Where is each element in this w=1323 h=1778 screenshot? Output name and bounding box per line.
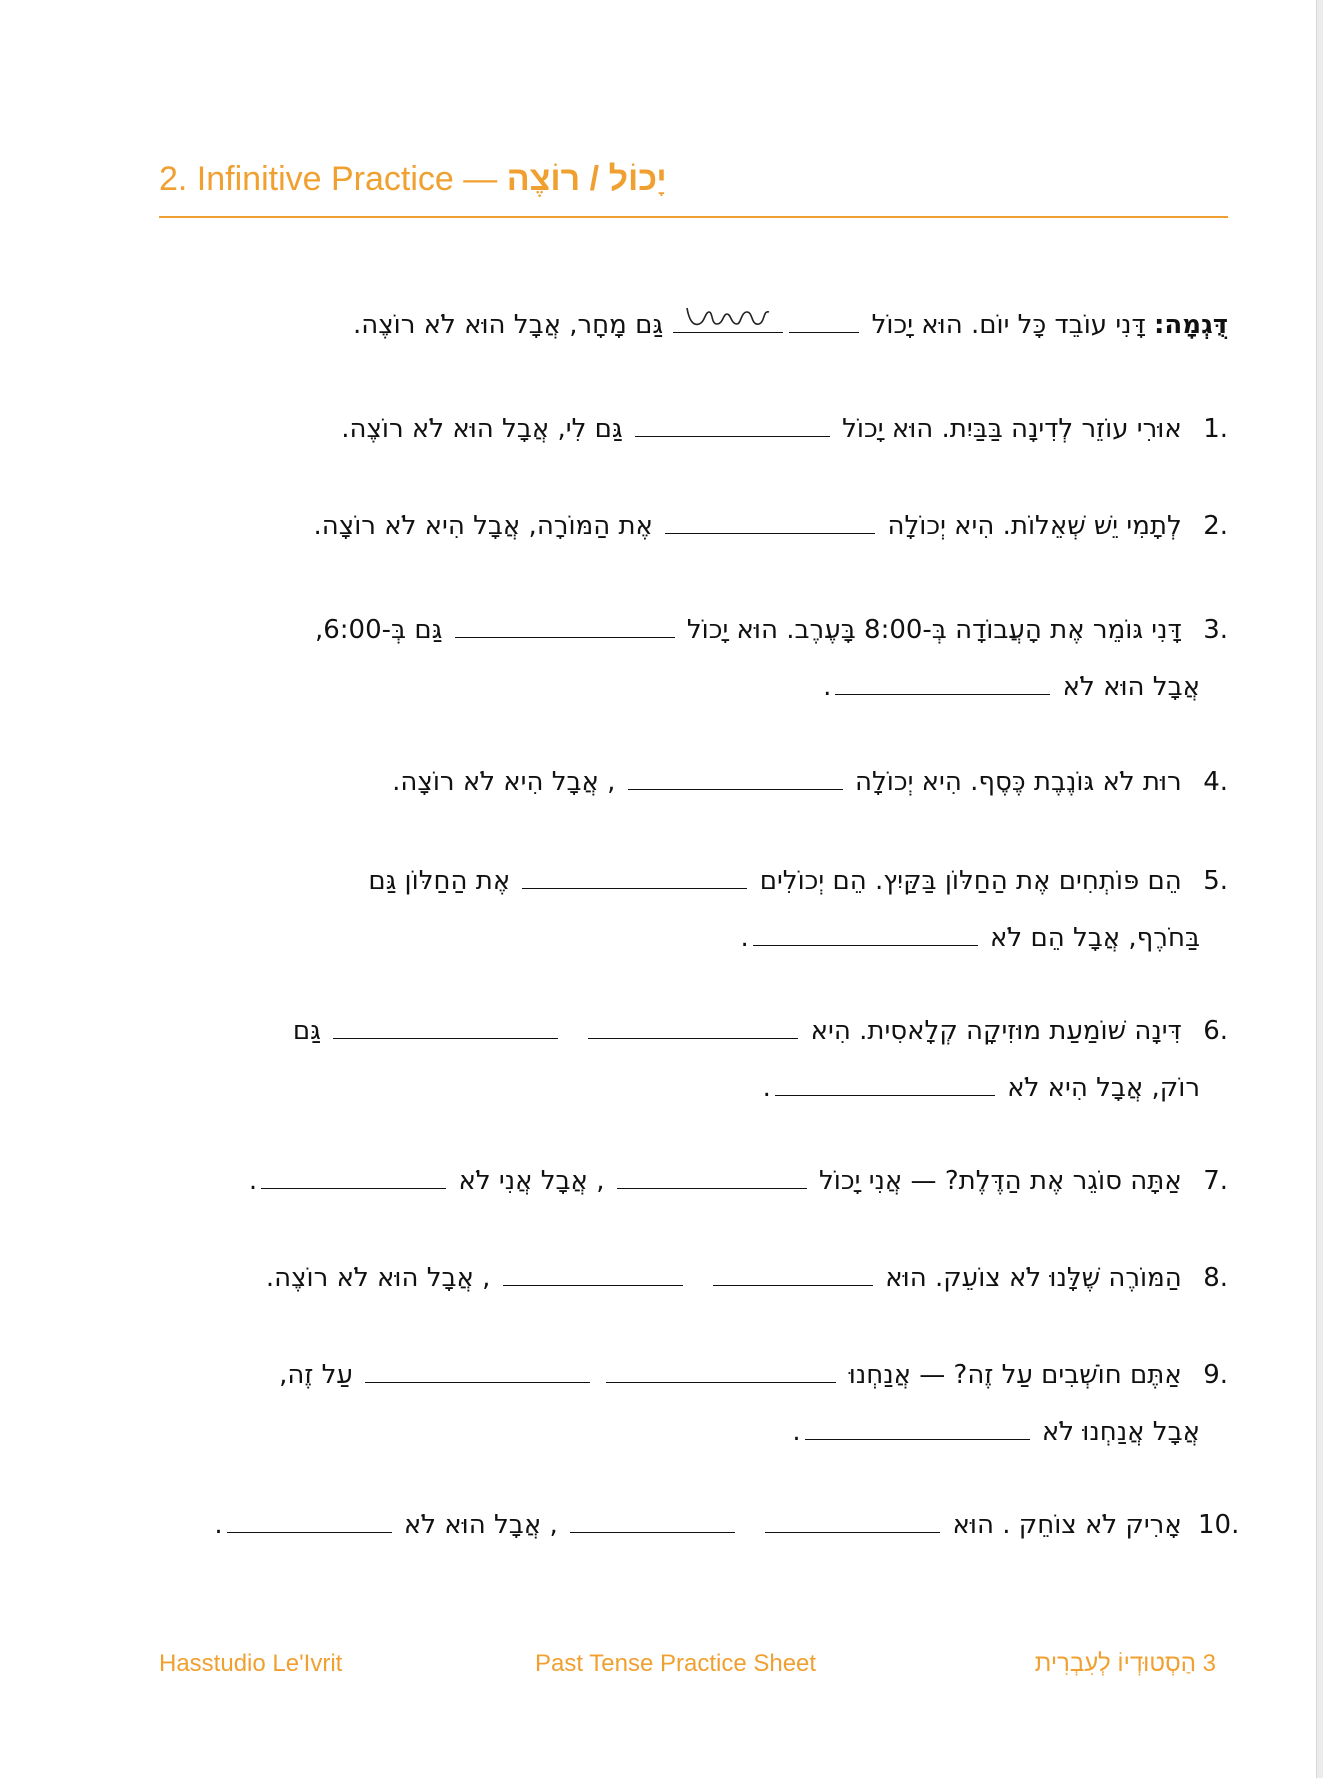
example-text-1: דָּנִי עוֹבֵד כָּל יוֹם. הוּא יָכוֹל <box>871 310 1146 340</box>
answer-blank[interactable] <box>835 672 1050 695</box>
item-text-mid: , אֲבָל הוּא לֹא <box>403 1510 558 1540</box>
item-period: . <box>740 923 749 953</box>
item-period: . <box>762 1073 771 1103</box>
item-text: אֲבָל אֲנַחְנוּ לֹא <box>1041 1417 1200 1447</box>
footer-hebrew-brand: הַסְטוּדְיוֹ לְעִבְרִית <box>1034 1650 1196 1677</box>
item-text-end: אֶת הַמּוֹרָה, אֲבָל הִיא לֹא רוֹצָה. <box>313 511 653 541</box>
answer-blank[interactable] <box>765 1510 940 1533</box>
item-period: . <box>248 1166 258 1196</box>
item-text: הַמּוֹרֶה שֶׁלָּנוּ לֹא צוֹעֵק. הוּא <box>885 1263 1182 1293</box>
exercise-item-3-continued <box>823 670 1200 704</box>
item-number: 10. <box>1198 1510 1240 1540</box>
item-number: 3. <box>1203 615 1228 645</box>
exercise-item-9-continued <box>792 1415 1200 1449</box>
item-text-end: גַּם לִי, אֲבָל הוּא לֹא רוֹצֶה. <box>341 414 623 444</box>
item-number: 5. <box>1203 866 1228 896</box>
answer-blank[interactable] <box>570 1510 735 1533</box>
exercise-item-2 <box>314 509 1228 543</box>
answer-blank[interactable] <box>805 1417 1030 1440</box>
item-text: רוֹק, אֲבָל הִיא לֹא <box>1007 1073 1200 1103</box>
example-text-2: גַּם מָחָר, אֲבָל הוּא לֹא רוֹצֶה. <box>352 310 664 340</box>
answer-blank[interactable] <box>789 310 859 333</box>
item-text: הֵם פּוֹתְחִים אֶת הַחַלּוֹן בַּקַּיִץ. הֵם יְכוֹלִים <box>759 866 1182 896</box>
footer-brand: Hasstudio Le'Ivrit <box>159 1650 343 1677</box>
exercise-item-7 <box>249 1164 1228 1198</box>
item-text: דָּנִי גּוֹמֵר אֶת הָעֲבוֹדָה בְּ-8:00 בָּעֶרֶב. הוּא יָכוֹל <box>686 615 1182 645</box>
answer-blank[interactable] <box>503 1263 683 1286</box>
answer-blank[interactable] <box>665 511 875 534</box>
item-text-end: , אֲבָל הִיא לֹא רוֹצָה. <box>392 767 616 797</box>
answer-blank[interactable] <box>713 1263 873 1286</box>
handwritten-answer <box>673 300 783 333</box>
exercise-item-6 <box>293 1014 1228 1048</box>
answer-blank[interactable] <box>455 615 675 638</box>
answer-blank[interactable] <box>753 923 978 946</box>
answer-blank[interactable] <box>617 1166 807 1189</box>
exercise-item-4 <box>392 765 1228 799</box>
answer-blank[interactable] <box>261 1166 446 1189</box>
item-text: אוּרִי עוֹזֵר לְדִינָה בַּבַּיִת. הוּא יָכוֹל <box>842 414 1182 444</box>
item-number: 8. <box>1203 1263 1228 1293</box>
item-text: אֲבָל הוּא לֹא <box>1062 672 1200 702</box>
item-number: 4. <box>1203 767 1228 797</box>
answer-blank[interactable] <box>365 1360 590 1383</box>
item-text: רוּת לֹא גּוֹנֶבֶת כֶּסֶף. הִיא יְכוֹלָה <box>854 767 1182 797</box>
item-text: אַתֶּם חוֹשְׁבִים עַל זֶה? — אֲנַחְנוּ <box>848 1360 1182 1390</box>
item-period: . <box>823 672 832 702</box>
heading-title: 2. Infinitive Practice — <box>159 160 498 198</box>
exercise-item-3 <box>315 613 1228 647</box>
item-number: 9. <box>1203 1360 1228 1390</box>
exercise-item-5 <box>368 864 1228 898</box>
footer-title: Past Tense Practice Sheet <box>535 1650 817 1677</box>
answer-blank[interactable] <box>628 767 843 790</box>
footer-hebrew <box>1035 1650 1228 1678</box>
answer-blank[interactable] <box>588 1016 798 1039</box>
handwriting-icon <box>679 300 779 334</box>
item-number: 7. <box>1203 1166 1228 1196</box>
heading-hebrew: יָכוֹל / רוֹצֶה <box>506 160 667 198</box>
answer-blank[interactable] <box>522 866 747 889</box>
heading-divider <box>159 216 1228 218</box>
answer-blank[interactable] <box>227 1510 392 1533</box>
item-text-end: גַּם <box>292 1016 321 1046</box>
exercise-item-5-continued <box>741 921 1201 955</box>
item-text: אַתָּה סוֹגֵר אֶת הַדֶּלֶת? — אֲנִי יָכוֹל <box>819 1166 1182 1196</box>
answer-blank[interactable] <box>333 1016 558 1039</box>
exercise-item-1 <box>341 412 1228 446</box>
section-heading <box>159 160 667 199</box>
item-period: . <box>214 1510 223 1540</box>
item-text: אָרִיק לֹא צוֹחֵק . הוּא <box>952 1510 1182 1540</box>
item-text: דִּינָה שׁוֹמַעַת מוּזִיקָה קְלָאסִית. הִיא <box>810 1016 1182 1046</box>
item-period: . <box>792 1417 801 1447</box>
item-number: 6. <box>1203 1016 1228 1046</box>
item-text-mid: , אֲבָל אֲנִי לֹא <box>458 1166 605 1196</box>
item-text-end: אֶת הַחַלּוֹן גַּם <box>368 866 511 896</box>
answer-blank[interactable] <box>606 1360 836 1383</box>
exercise-item-10 <box>214 1508 1240 1542</box>
item-text-end: עַל זֶה, <box>279 1360 353 1390</box>
exercise-item-9 <box>279 1358 1228 1392</box>
exercise-item-8 <box>266 1261 1228 1295</box>
item-text-end: , אֲבָל הוּא לֹא רוֹצֶה. <box>265 1263 491 1293</box>
answer-blank[interactable] <box>775 1073 995 1096</box>
item-text: בַּחֹרֶף, אֲבָל הֵם לֹא <box>990 923 1200 953</box>
answer-blank[interactable] <box>635 414 830 437</box>
item-number: 1. <box>1203 414 1228 444</box>
item-text-end: גַּם בְּ-6:00, <box>314 615 443 645</box>
item-text: לְתָמִי יֵשׁ שְׁאֵלוֹת. הִיא יְכוֹלָה <box>887 511 1182 541</box>
page-number: 3 <box>1202 1650 1216 1677</box>
exercise-item-6-continued <box>763 1071 1200 1105</box>
example-label: דֻּגְמָה: <box>1154 310 1228 340</box>
item-number: 2. <box>1203 511 1228 541</box>
example-line <box>353 300 1228 342</box>
